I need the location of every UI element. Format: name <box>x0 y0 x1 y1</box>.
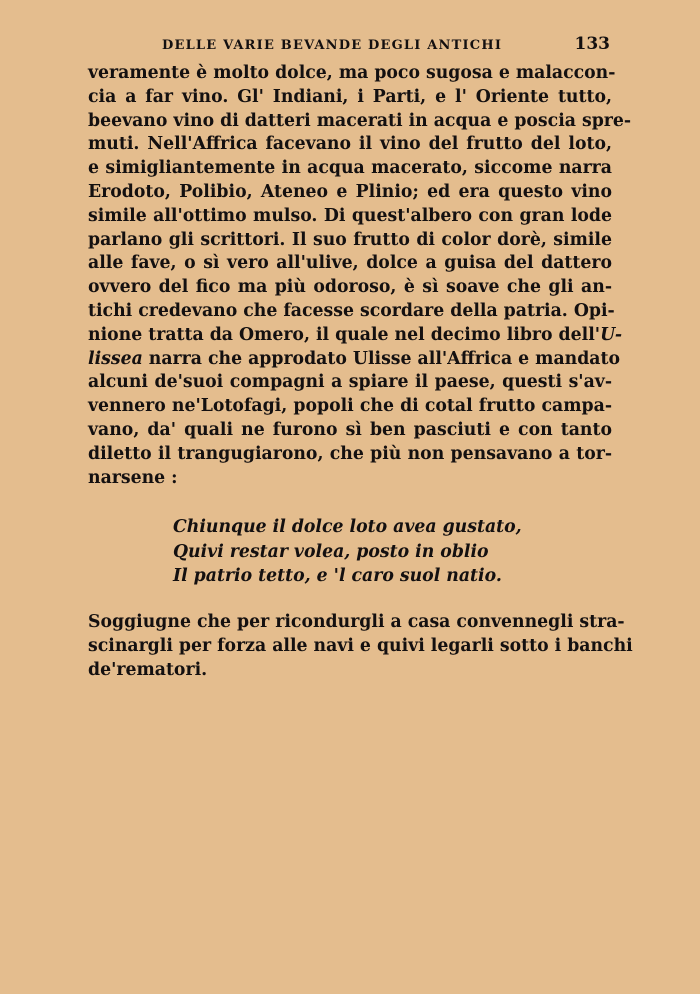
text-line: Soggiugne che per ricondurgli a casa convennegli stra- <box>88 612 625 632</box>
text-run: narra che approdato Ulisse all'Affrica e mandato <box>142 348 621 369</box>
text-line: cia a far vino. Gl' Indiani, i Parti, e l' Oriente tutto, <box>88 86 612 107</box>
text-line: narsene : <box>88 467 178 488</box>
text-line: scinargli per forza alle navi e quivi legarli sotto i banchi <box>88 635 633 656</box>
text-line: simile all'ottimo mulso. Di quest'albero con gran lode <box>88 205 612 226</box>
text-line: parlano gli scrittori. Il suo frutto di color dorè, simile <box>88 229 612 250</box>
running-title: DELLE VARIE BEVANDE DEGLI ANTICHI <box>162 38 503 53</box>
text-line: vennero ne'Lotofagi, popoli che di cotal frutto campa- <box>88 396 612 417</box>
closing-paragraph <box>88 611 633 682</box>
text-line: muti. Nell'Affrica facevano il vino del frutto del loto, <box>88 134 612 155</box>
text-line: beevano vino di datteri macerati in acqua e poscia spre- <box>88 110 632 131</box>
text-line: veramente è molto dolce, ma poco sugosa e malaccon- <box>88 63 616 83</box>
verse-quotation <box>173 515 533 589</box>
text-line: vano, da' quali ne furono sì ben pasciuti e con tanto <box>88 419 612 440</box>
text-line: de'rematori. <box>88 659 208 680</box>
text-run: nione tratta da Omero, il quale nel decimo libro dell' <box>88 324 601 345</box>
verse-line: Chiunque il dolce loto avea gustato, <box>173 517 522 537</box>
running-header <box>88 34 612 58</box>
page-number: 133 <box>574 34 610 54</box>
text-line <box>88 348 621 372</box>
text-line: diletto il trangugiarono, che più non pensavano a tor- <box>88 443 612 464</box>
text-line: e simigliantemente in acqua macerato, siccome narra <box>88 158 612 179</box>
main-paragraph <box>88 62 632 490</box>
text-line: Erodoto, Polibio, Ateneo e Plinio; ed era questo vino <box>88 181 612 202</box>
text-line: tichi credevano che facesse scordare della patria. Opi- <box>88 300 615 321</box>
verse-line: Quivi restar volea, posto in oblio <box>173 541 489 562</box>
text-line: alle fave, o sì vero all'ulive, dolce a guisa del dattero <box>88 253 612 274</box>
italic-title-run: lissea <box>88 348 143 369</box>
text-line <box>88 324 623 348</box>
text-line: alcuni de'suoi compagni a spiare il paese, questi s'av- <box>88 372 612 393</box>
verse-line: Il patrio tetto, e 'l caro suol natio. <box>173 566 502 586</box>
text-line: ovvero del fico ma più odoroso, è sì soave che gli an- <box>88 277 612 298</box>
italic-title-run: U- <box>600 324 623 345</box>
